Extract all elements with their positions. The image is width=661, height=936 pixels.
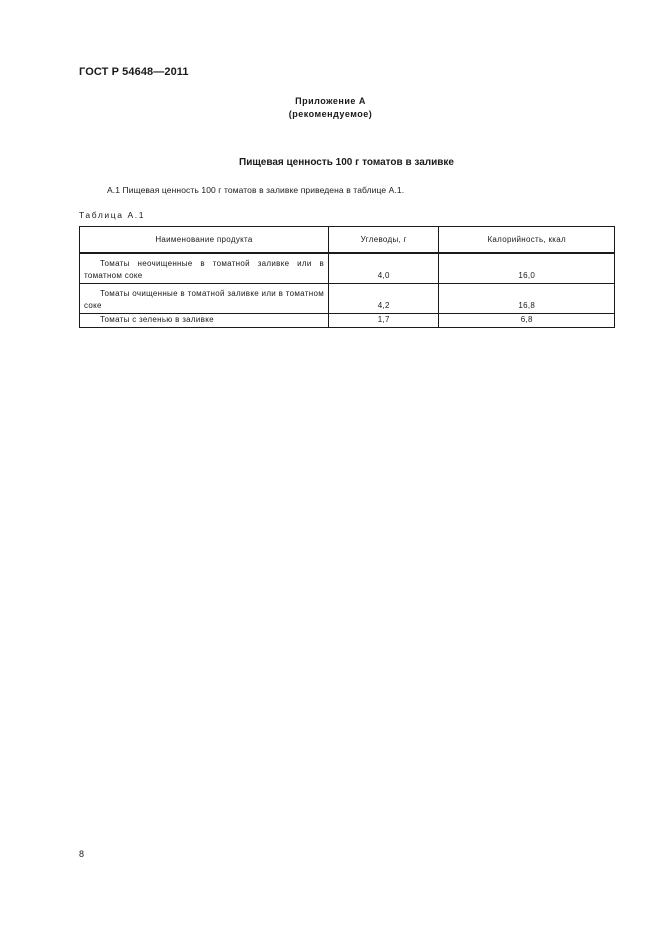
column-header-calories: Калорийность, ккал [439,227,615,254]
appendix-status: (рекомендуемое) [288,109,373,119]
cell-carbs: 4,0 [329,253,439,284]
table-header-row [80,227,615,254]
table-caption: Таблица А.1 [79,210,146,220]
cell-calories: 6,8 [439,314,615,328]
cell-product-name [80,284,329,314]
table-row [80,314,615,328]
cell-product-name [80,253,329,284]
cell-calories: 16,8 [439,284,615,314]
document-code: ГОСТ Р 54648—2011 [79,66,189,78]
cell-carbs: 1,7 [329,314,439,328]
intro-paragraph: А.1 Пищевая ценность 100 г томатов в заливке приведена в таблице А.1. [107,185,405,195]
column-header-product: Наименование продукта [80,227,329,254]
appendix-title: Приложение А [295,96,366,106]
cell-product-name: Томаты с зеленью в заливке [80,314,329,328]
section-heading: Пищевая ценность 100 г томатов в заливке [239,157,454,168]
cell-carbs: 4,2 [329,284,439,314]
product-name-text: Томаты неочищенные в томатной заливке или в томатном соке [84,259,324,280]
page-number: 8 [79,849,85,859]
cell-calories: 16,0 [439,253,615,284]
table-row [80,253,615,284]
product-name-text: Томаты очищенные в томатной заливке или в томатном соке [84,289,324,310]
nutrition-table [79,226,615,328]
column-header-carbs: Углеводы, г [329,227,439,254]
table-row [80,284,615,314]
